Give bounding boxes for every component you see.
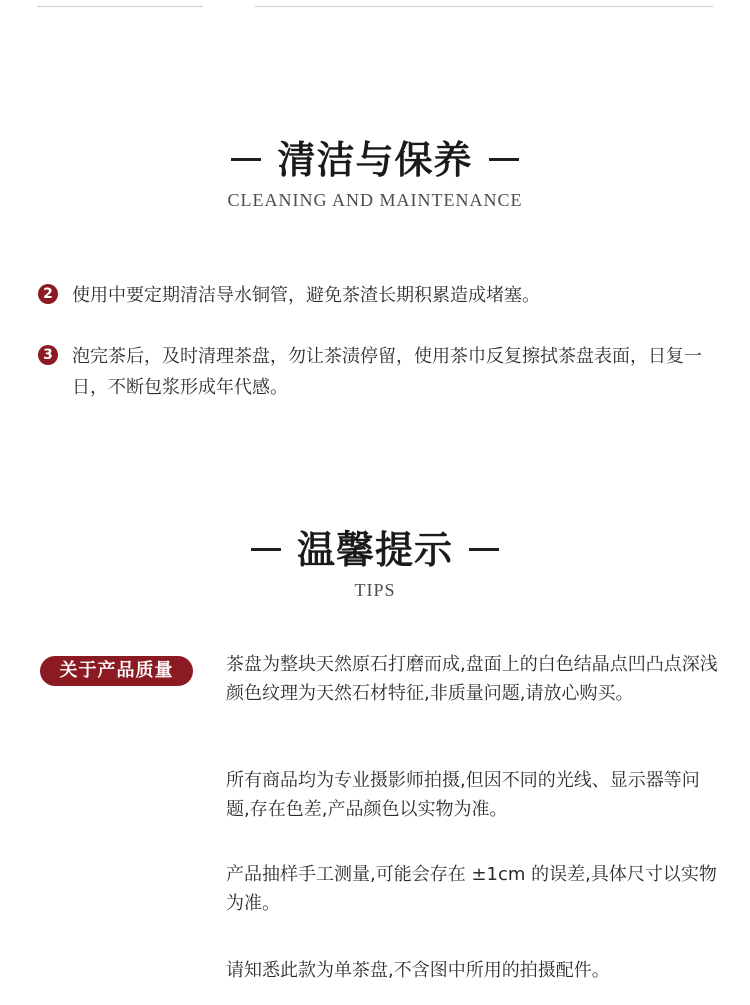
top-divider-right (255, 6, 713, 7)
tip-paragraph-2: 所有商品均为专业摄影师拍摄,但因不同的光线、显示器等问题,存在色差,产品颜色以实物为准。 (226, 770, 700, 820)
tips-heading (0, 528, 750, 601)
cleaning-heading-row (0, 138, 750, 182)
cleaning-item-text: 泡完茶后，及时清理茶盘，勿让茶渍停留，使用茶巾反复擦拭茶盘表面，日复一日，不断包浆形成年代感。 (72, 346, 702, 398)
tips-subtitle: TIPS (354, 579, 396, 600)
tip-paragraph-3: 产品抽样手工测量,可能会存在 ±1cm 的误差,具体尺寸以实物为准。 (226, 864, 717, 914)
cleaning-item-2 (38, 280, 718, 311)
cleaning-subtitle: CLEANING AND MAINTENANCE (227, 189, 523, 210)
heading-dash-left (231, 158, 261, 161)
tip-paragraph-1: 茶盘为整块天然原石打磨而成,盘面上的白色结晶点凹凸点深浅颜色纹理为天然石材特征,非质量问题,请放心购买。 (226, 654, 718, 704)
cleaning-item-text: 使用中要定期清洁导水铜管，避免茶渣长期积累造成堵塞。 (72, 285, 540, 306)
heading-dash-left (251, 548, 281, 551)
cleaning-title: 清洁与保养 (277, 137, 473, 182)
number-badge: 2 (38, 284, 58, 304)
tips-heading-row (0, 528, 750, 572)
tip-paragraph-4: 请知悉此款为单茶盘,不含图中所用的拍摄配件。 (226, 960, 610, 981)
heading-dash-right (469, 548, 499, 551)
top-divider-left (37, 6, 203, 7)
cleaning-heading (0, 138, 750, 211)
product-quality-badge: 关于产品质量 (40, 656, 193, 686)
cleaning-item-3 (38, 341, 718, 403)
number-badge: 3 (38, 345, 58, 365)
tips-title: 温馨提示 (296, 527, 453, 572)
heading-dash-right (489, 158, 519, 161)
